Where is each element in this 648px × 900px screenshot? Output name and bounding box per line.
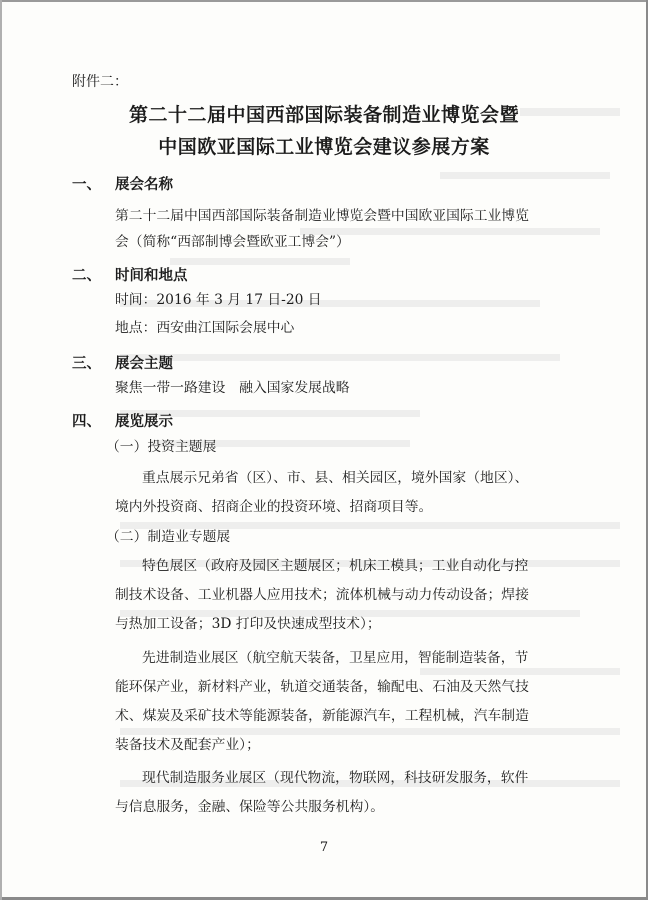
section-1-text-line-1: 第二十二届中国西部国际装备制造业博览会暨中国欧亚国际工业博览: [115, 208, 529, 224]
section-3-theme: 聚焦一带一路建设 融入国家发展战略: [115, 380, 350, 396]
scan-border-left: [0, 0, 2, 900]
scan-border-top: [0, 0, 648, 2]
subsection-1-text-line-2: 境内外投资商、招商企业的投资环境、招商项目等。: [115, 499, 433, 515]
section-4-title: 展览展示: [115, 414, 173, 430]
section-1-text-line-2: 会（简称“西部制博会暨欧亚工博会”）: [115, 234, 350, 250]
subsection-2-para-1-line-3: 与热加工设备；3D 打印及快速成型技术）；: [115, 616, 381, 632]
subsection-2-para-3-line-1: 现代制造服务业展区（现代物流，物联网，科技研发服务，软件: [142, 770, 529, 786]
subsection-1-heading: （一）投资主题展: [106, 439, 217, 455]
section-2-title: 时间和地点: [115, 268, 188, 284]
subsection-2-para-3-line-2: 与信息服务，金融、保险等公共服务机构）。: [115, 799, 385, 815]
subsection-2-para-2-line-2: 能环保产业，新材料产业，轨道交通装备，输配电、石油及天然气技: [115, 679, 529, 695]
section-1-number: 一、: [72, 177, 101, 193]
section-1-title: 展会名称: [115, 177, 173, 193]
subsection-2-para-1-line-2: 制技术设备、工业机器人应用技术；流体机械与动力传动设备；焊接: [115, 587, 529, 603]
subsection-2-para-1-line-1: 特色展区（政府及园区主题展区；机床工模具；工业自动化与控: [142, 558, 529, 574]
subsection-1-text-line-1: 重点展示兄弟省（区）、市、县、相关园区，境外国家（地区）、: [142, 470, 529, 486]
subsection-2-para-2-line-4: 装备技术及配套产业）；: [115, 737, 260, 753]
section-4-number: 四、: [72, 414, 101, 430]
subsection-2-para-2-line-1: 先进制造业展区（航空航天装备，卫星应用，智能制造装备，节: [142, 650, 529, 666]
section-2-location: 地点：西安曲江国际会展中心: [115, 320, 295, 336]
page-number: 7: [319, 840, 329, 855]
section-3-number: 三、: [72, 356, 101, 372]
attachment-label: 附件二：: [72, 74, 128, 90]
subsection-2-heading: （二）制造业专题展: [106, 529, 231, 545]
document-title-line-2: 中国欧亚国际工业博览会建议参展方案: [158, 136, 490, 158]
section-3-title: 展会主题: [115, 356, 173, 372]
subsection-2-para-2-line-3: 术、煤炭及采矿技术等能源装备，新能源汽车，工程机械，汽车制造: [115, 708, 529, 724]
section-2-number: 二、: [72, 268, 101, 284]
document-title-line-1: 第二十二届中国西部国际装备制造业博览会暨: [128, 104, 519, 126]
section-2-time: 时间：2016 年 3 月 17 日-20 日: [115, 292, 322, 308]
